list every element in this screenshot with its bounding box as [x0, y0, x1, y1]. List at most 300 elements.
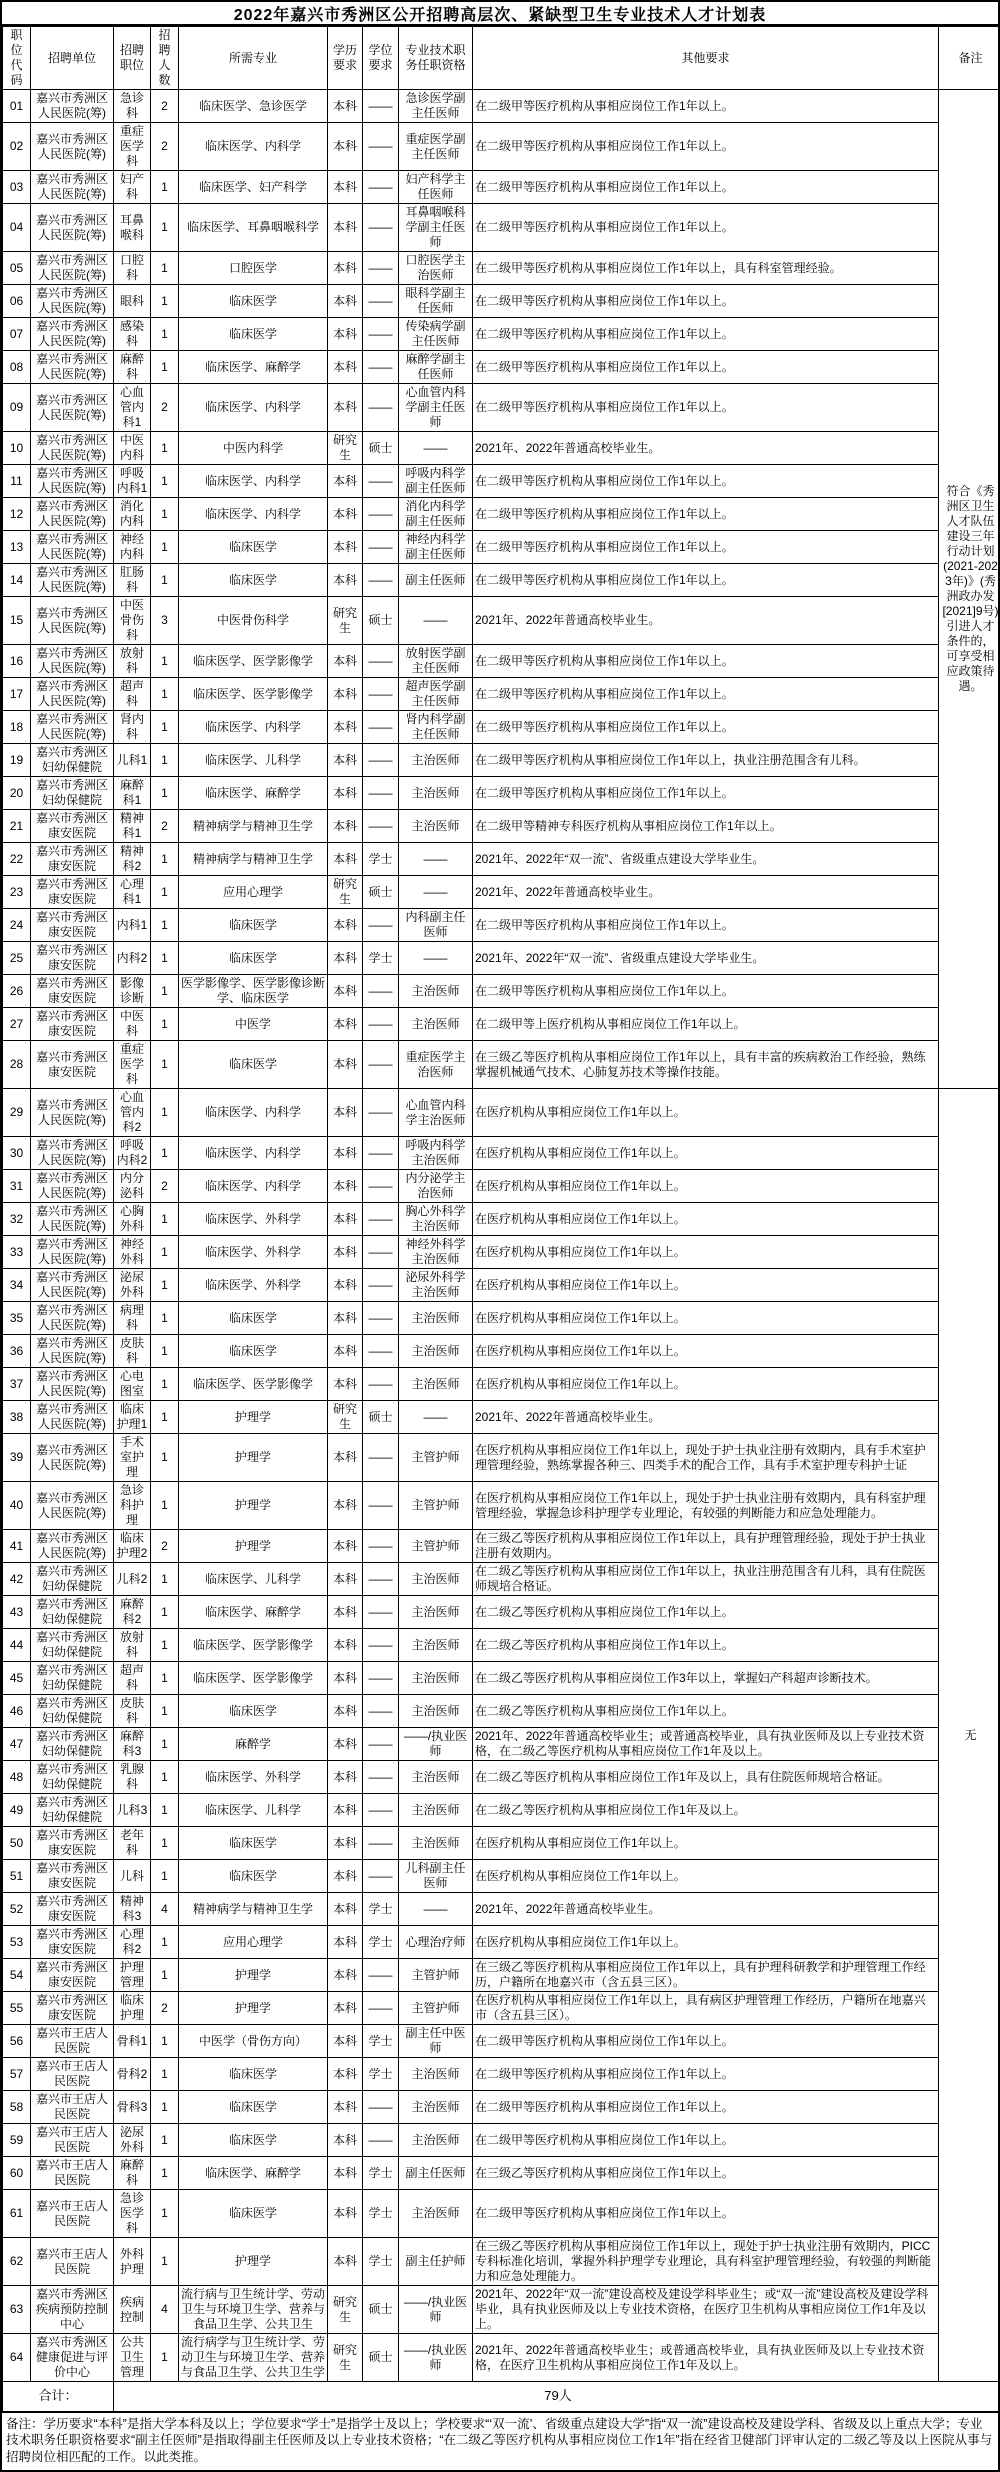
cell-count: 1 — [151, 942, 179, 975]
cell-edu: 本科 — [328, 1008, 363, 1041]
cell-degree: —— — [363, 2124, 399, 2157]
cell-position: 麻醉科 — [114, 2157, 151, 2190]
cell-unit: 嘉兴市王店人民医院 — [31, 2025, 114, 2058]
table-row — [3, 645, 1000, 678]
cell-code: 60 — [3, 2157, 31, 2190]
cell-qual: 泌尿外科学主治医师 — [399, 1269, 473, 1302]
cell-position: 老年科 — [114, 1827, 151, 1860]
table-row — [3, 1596, 1000, 1629]
cell-other: 在二级甲等上医疗机构从事相应岗位工作1年以上。 — [473, 1008, 939, 1041]
cell-qual: 主治医师 — [399, 2190, 473, 2238]
cell-degree: 学士 — [363, 2025, 399, 2058]
cell-position: 泌尿外科 — [114, 1269, 151, 1302]
cell-count: 1 — [151, 1860, 179, 1893]
cell-degree: —— — [363, 564, 399, 597]
table-row — [3, 744, 1000, 777]
cell-code: 09 — [3, 384, 31, 432]
table-row — [3, 498, 1000, 531]
cell-degree: —— — [363, 1827, 399, 1860]
cell-other: 在二级甲等医疗机构从事相应岗位工作1年以上。 — [473, 777, 939, 810]
cell-unit: 嘉兴市秀洲区人民医院(筹) — [31, 351, 114, 384]
cell-position: 感染科 — [114, 318, 151, 351]
cell-unit: 嘉兴市秀洲区人民医院(筹) — [31, 1236, 114, 1269]
cell-qual: 主治医师 — [399, 1827, 473, 1860]
cell-major: 应用心理学 — [179, 1926, 328, 1959]
cell-qual: 主管护师 — [399, 1992, 473, 2025]
cell-count: 1 — [151, 1041, 179, 1089]
cell-degree: —— — [363, 1137, 399, 1170]
cell-degree: —— — [363, 1992, 399, 2025]
cell-edu: 本科 — [328, 171, 363, 204]
cell-unit: 嘉兴市王店人民医院 — [31, 2157, 114, 2190]
cell-position: 妇产科 — [114, 171, 151, 204]
cell-unit: 嘉兴市秀洲区人民医院(筹) — [31, 171, 114, 204]
cell-qual: 妇产科学主任医师 — [399, 171, 473, 204]
cell-count: 1 — [151, 678, 179, 711]
cell-edu: 本科 — [328, 711, 363, 744]
cell-qual: 主治医师 — [399, 1335, 473, 1368]
cell-code: 51 — [3, 1860, 31, 1893]
cell-count: 1 — [151, 318, 179, 351]
cell-other: 在三级乙等医疗机构从事相应岗位工作1年以上，具有丰富的疾病救治工作经验，熟练掌握机械通气技术、心肺复苏技术等操作技能。 — [473, 1041, 939, 1089]
table-row — [3, 942, 1000, 975]
cell-edu: 本科 — [328, 1992, 363, 2025]
cell-other: 在二级甲等医疗机构从事相应岗位工作1年以上。 — [473, 2124, 939, 2157]
cell-edu: 本科 — [328, 498, 363, 531]
cell-code: 36 — [3, 1335, 31, 1368]
cell-code: 38 — [3, 1401, 31, 1434]
cell-unit: 嘉兴市秀洲区康安医院 — [31, 909, 114, 942]
cell-major: 精神病学与精神卫生学 — [179, 1893, 328, 1926]
cell-degree: 硕士 — [363, 1401, 399, 1434]
cell-other: 在医疗机构从事相应岗位工作1年以上。 — [473, 1926, 939, 1959]
cell-major: 临床医学 — [179, 1695, 328, 1728]
cell-other: 在二级甲等医疗机构从事相应岗位工作1年以上，具有科室管理经验。 — [473, 252, 939, 285]
cell-degree: —— — [363, 1482, 399, 1530]
cell-count: 1 — [151, 531, 179, 564]
cell-edu: 本科 — [328, 1434, 363, 1482]
cell-degree: —— — [363, 645, 399, 678]
cell-degree: —— — [363, 1794, 399, 1827]
column-header: 招聘职位 — [114, 27, 151, 90]
cell-edu: 本科 — [328, 942, 363, 975]
table-row — [3, 2025, 1000, 2058]
cell-position: 精神科3 — [114, 1893, 151, 1926]
cell-position: 心理科2 — [114, 1926, 151, 1959]
cell-remark: 符合《秀洲区卫生人才队伍建设三年行动计划(2021-2023年)》(秀洲政办发[2021]9号)引进人才条件的，可享受相应政策待遇。 — [939, 90, 1000, 1089]
cell-count: 1 — [151, 645, 179, 678]
cell-code: 14 — [3, 564, 31, 597]
cell-qual: 主治医师 — [399, 2124, 473, 2157]
cell-code: 61 — [3, 2190, 31, 2238]
cell-other: 在二级乙等医疗机构从事相应岗位工作1年及以上，具有住院医师规培合格证。 — [473, 1761, 939, 1794]
cell-degree: —— — [363, 531, 399, 564]
cell-other: 在二级甲等医疗机构从事相应岗位工作1年以上。 — [473, 564, 939, 597]
cell-count: 2 — [151, 1992, 179, 2025]
cell-code: 47 — [3, 1728, 31, 1761]
cell-edu: 本科 — [328, 2025, 363, 2058]
cell-unit: 嘉兴市秀洲区妇幼保健院 — [31, 1761, 114, 1794]
cell-code: 56 — [3, 2025, 31, 2058]
cell-unit: 嘉兴市秀洲区人民医院(筹) — [31, 432, 114, 465]
cell-unit: 嘉兴市秀洲区康安医院 — [31, 1992, 114, 2025]
cell-remark: 无 — [939, 1089, 1000, 2382]
cell-qual: 神经内科学副主任医师 — [399, 531, 473, 564]
cell-qual: 内科副主任医师 — [399, 909, 473, 942]
table-row — [3, 1926, 1000, 1959]
cell-other: 在二级甲等医疗机构从事相应岗位工作1年以上。 — [473, 2058, 939, 2091]
cell-code: 62 — [3, 2238, 31, 2286]
cell-count: 1 — [151, 432, 179, 465]
cell-unit: 嘉兴市秀洲区康安医院 — [31, 1959, 114, 1992]
cell-position: 呼吸内科1 — [114, 465, 151, 498]
cell-degree: —— — [363, 1728, 399, 1761]
cell-edu: 本科 — [328, 384, 363, 432]
cell-edu: 本科 — [328, 678, 363, 711]
cell-other: 在医疗机构从事相应岗位工作1年以上。 — [473, 1170, 939, 1203]
cell-other: 在三级乙等医疗机构从事相应岗位工作1年以上，具有护理科研教学和护理管理工作经历，户籍所在地嘉兴市（含五县三区）。 — [473, 1959, 939, 1992]
cell-count: 1 — [151, 204, 179, 252]
cell-position: 皮肤科 — [114, 1335, 151, 1368]
table-row — [3, 1302, 1000, 1335]
table-row — [3, 2157, 1000, 2190]
cell-qual: ——/执业医师 — [399, 1728, 473, 1761]
cell-edu: 本科 — [328, 645, 363, 678]
cell-count: 1 — [151, 2025, 179, 2058]
cell-major: 临床医学、儿科学 — [179, 1794, 328, 1827]
cell-unit: 嘉兴市秀洲区人民医院(筹) — [31, 678, 114, 711]
cell-code: 22 — [3, 843, 31, 876]
cell-qual: 副主任中医师 — [399, 2025, 473, 2058]
cell-qual: 副主任护师 — [399, 2238, 473, 2286]
cell-code: 40 — [3, 1482, 31, 1530]
cell-count: 1 — [151, 498, 179, 531]
table-row — [3, 1401, 1000, 1434]
table-row — [3, 1041, 1000, 1089]
cell-major: 临床医学 — [179, 1827, 328, 1860]
cell-count: 1 — [151, 1794, 179, 1827]
column-header: 所需专业 — [179, 27, 328, 90]
cell-position: 心理科1 — [114, 876, 151, 909]
cell-count: 1 — [151, 2238, 179, 2286]
cell-degree: 硕士 — [363, 2286, 399, 2334]
cell-count: 2 — [151, 810, 179, 843]
cell-unit: 嘉兴市秀洲区人民医院(筹) — [31, 1170, 114, 1203]
cell-position: 麻醉科 — [114, 351, 151, 384]
table-row — [3, 1236, 1000, 1269]
cell-degree: —— — [363, 1269, 399, 1302]
cell-unit: 嘉兴市秀洲区妇幼保健院 — [31, 777, 114, 810]
cell-code: 37 — [3, 1368, 31, 1401]
cell-position: 内科2 — [114, 942, 151, 975]
cell-count: 2 — [151, 1530, 179, 1563]
cell-edu: 本科 — [328, 1089, 363, 1137]
cell-unit: 嘉兴市秀洲区人民医院(筹) — [31, 1089, 114, 1137]
cell-count: 1 — [151, 1662, 179, 1695]
cell-unit: 嘉兴市秀洲区人民医院(筹) — [31, 1368, 114, 1401]
cell-degree: 学士 — [363, 2157, 399, 2190]
cell-unit: 嘉兴市秀洲区人民医院(筹) — [31, 90, 114, 123]
cell-count: 1 — [151, 1761, 179, 1794]
cell-major: 中医骨伤科学 — [179, 597, 328, 645]
cell-degree: —— — [363, 1302, 399, 1335]
cell-unit: 嘉兴市秀洲区妇幼保健院 — [31, 1695, 114, 1728]
table-row — [3, 2334, 1000, 2382]
cell-position: 内科1 — [114, 909, 151, 942]
cell-qual: 主治医师 — [399, 1662, 473, 1695]
cell-major: 护理学 — [179, 1959, 328, 1992]
cell-code: 19 — [3, 744, 31, 777]
cell-edu: 本科 — [328, 1482, 363, 1530]
cell-major: 临床医学、儿科学 — [179, 1563, 328, 1596]
cell-unit: 嘉兴市秀洲区康安医院 — [31, 810, 114, 843]
cell-edu: 本科 — [328, 1860, 363, 1893]
cell-position: 超声科 — [114, 678, 151, 711]
cell-unit: 嘉兴市秀洲区妇幼保健院 — [31, 1629, 114, 1662]
cell-other: 在二级甲等医疗机构从事相应岗位工作1年以上。 — [473, 90, 939, 123]
cell-major: 临床医学、医学影像学 — [179, 1629, 328, 1662]
cell-other: 在二级甲等医疗机构从事相应岗位工作1年以上。 — [473, 975, 939, 1008]
cell-qual: 主管护师 — [399, 1959, 473, 1992]
cell-count: 1 — [151, 909, 179, 942]
cell-code: 45 — [3, 1662, 31, 1695]
cell-code: 17 — [3, 678, 31, 711]
cell-major: 临床医学、内科学 — [179, 123, 328, 171]
cell-position: 心血管内科2 — [114, 1089, 151, 1137]
cell-unit: 嘉兴市秀洲区人民医院(筹) — [31, 711, 114, 744]
table-row — [3, 2058, 1000, 2091]
cell-count: 1 — [151, 711, 179, 744]
table-row — [3, 876, 1000, 909]
cell-count: 1 — [151, 2091, 179, 2124]
cell-count: 1 — [151, 2157, 179, 2190]
cell-unit: 嘉兴市秀洲区人民医院(筹) — [31, 597, 114, 645]
cell-position: 中医骨伤科 — [114, 597, 151, 645]
cell-edu: 本科 — [328, 1827, 363, 1860]
cell-count: 1 — [151, 2058, 179, 2091]
cell-code: 64 — [3, 2334, 31, 2382]
cell-count: 1 — [151, 1629, 179, 1662]
table-row — [3, 2238, 1000, 2286]
cell-other: 在二级甲等医疗机构从事相应岗位工作1年以上，执业注册范围含有儿科。 — [473, 744, 939, 777]
cell-position: 心电图室 — [114, 1368, 151, 1401]
cell-position: 病理科 — [114, 1302, 151, 1335]
cell-position: 泌尿外科 — [114, 2124, 151, 2157]
cell-major: 护理学 — [179, 1992, 328, 2025]
cell-code: 05 — [3, 252, 31, 285]
cell-major: 临床医学 — [179, 531, 328, 564]
cell-major: 临床医学 — [179, 564, 328, 597]
cell-other: 2021年、2022年“双一流”、省级重点建设大学毕业生。 — [473, 843, 939, 876]
cell-major: 临床医学、外科学 — [179, 1236, 328, 1269]
cell-degree: —— — [363, 744, 399, 777]
cell-code: 23 — [3, 876, 31, 909]
table-row — [3, 1761, 1000, 1794]
cell-major: 临床医学、医学影像学 — [179, 1662, 328, 1695]
cell-unit: 嘉兴市秀洲区康安医院 — [31, 1008, 114, 1041]
cell-position: 儿科 — [114, 1860, 151, 1893]
cell-count: 1 — [151, 1959, 179, 1992]
cell-unit: 嘉兴市秀洲区妇幼保健院 — [31, 1662, 114, 1695]
cell-qual: 心血管内科学主治医师 — [399, 1089, 473, 1137]
cell-unit: 嘉兴市秀洲区疾病预防控制中心 — [31, 2286, 114, 2334]
table-row — [3, 1695, 1000, 1728]
cell-edu: 研究生 — [328, 1401, 363, 1434]
page-title: 2022年嘉兴市秀洲区公开招聘高层次、紧缺型卫生专业技术人才计划表 — [2, 2, 998, 26]
cell-unit: 嘉兴市秀洲区康安医院 — [31, 843, 114, 876]
cell-count: 1 — [151, 1926, 179, 1959]
cell-other: 在二级甲等精神专科医疗机构从事相应岗位工作1年以上。 — [473, 810, 939, 843]
cell-position: 影像诊断 — [114, 975, 151, 1008]
cell-count: 1 — [151, 1008, 179, 1041]
cell-position: 手术室护理 — [114, 1434, 151, 1482]
table-row — [3, 564, 1000, 597]
cell-edu: 本科 — [328, 1596, 363, 1629]
cell-major: 临床医学 — [179, 2190, 328, 2238]
cell-count: 1 — [151, 777, 179, 810]
cell-qual: 消化内科学副主任医师 — [399, 498, 473, 531]
cell-edu: 研究生 — [328, 2334, 363, 2382]
cell-unit: 嘉兴市秀洲区康安医院 — [31, 1041, 114, 1089]
table-row — [3, 384, 1000, 432]
cell-degree: 学士 — [363, 1926, 399, 1959]
cell-count: 1 — [151, 1563, 179, 1596]
cell-major: 麻醉学 — [179, 1728, 328, 1761]
table-row — [3, 432, 1000, 465]
cell-code: 11 — [3, 465, 31, 498]
cell-count: 1 — [151, 2124, 179, 2157]
cell-unit: 嘉兴市秀洲区人民医院(筹) — [31, 1203, 114, 1236]
table-row — [3, 351, 1000, 384]
cell-count: 2 — [151, 384, 179, 432]
cell-qual: 主治医师 — [399, 1695, 473, 1728]
cell-qual: 麻醉学副主任医师 — [399, 351, 473, 384]
cell-major: 临床医学 — [179, 909, 328, 942]
cell-other: 2021年、2022年普通高校毕业生。 — [473, 1401, 939, 1434]
cell-major: 护理学 — [179, 1401, 328, 1434]
cell-other: 在二级甲等医疗机构从事相应岗位工作1年以上。 — [473, 2025, 939, 2058]
cell-major: 临床医学、妇产科学 — [179, 171, 328, 204]
cell-qual: 重症医学副主任医师 — [399, 123, 473, 171]
cell-other: 2021年、2022年“双一流”建设高校及建设学科毕业生；或“双一流”建设高校及建设学科毕业，具有执业医师及以上专业技术资格，在医疗卫生机构从事相应岗位工作1年及以上。 — [473, 2286, 939, 2334]
cell-qual: 呼吸内科学主治医师 — [399, 1137, 473, 1170]
cell-count: 1 — [151, 975, 179, 1008]
cell-other: 2021年、2022年普通高校毕业生。 — [473, 432, 939, 465]
cell-degree: —— — [363, 1368, 399, 1401]
table-row — [3, 1992, 1000, 2025]
cell-degree: —— — [363, 1089, 399, 1137]
cell-code: 35 — [3, 1302, 31, 1335]
cell-major: 临床医学、内科学 — [179, 384, 328, 432]
table-row — [3, 1860, 1000, 1893]
cell-position: 骨科2 — [114, 2058, 151, 2091]
cell-edu: 本科 — [328, 531, 363, 564]
cell-edu: 本科 — [328, 204, 363, 252]
cell-count: 1 — [151, 1401, 179, 1434]
cell-degree: —— — [363, 171, 399, 204]
cell-degree: 学士 — [363, 843, 399, 876]
cell-code: 49 — [3, 1794, 31, 1827]
cell-code: 28 — [3, 1041, 31, 1089]
cell-code: 10 — [3, 432, 31, 465]
cell-unit: 嘉兴市王店人民医院 — [31, 2124, 114, 2157]
cell-major: 临床医学、外科学 — [179, 1203, 328, 1236]
cell-other: 2021年、2022年普通高校毕业生。 — [473, 597, 939, 645]
cell-degree: 学士 — [363, 2058, 399, 2091]
cell-qual: 副主任医师 — [399, 2157, 473, 2190]
cell-other: 在二级甲等医疗机构从事相应岗位工作1年以上。 — [473, 123, 939, 171]
cell-unit: 嘉兴市秀洲区康安医院 — [31, 876, 114, 909]
cell-edu: 本科 — [328, 1236, 363, 1269]
table-row — [3, 843, 1000, 876]
cell-count: 1 — [151, 351, 179, 384]
cell-position: 外科护理 — [114, 2238, 151, 2286]
table-row — [3, 204, 1000, 252]
cell-degree: 学士 — [363, 2238, 399, 2286]
cell-qual: 传染病学副主任医师 — [399, 318, 473, 351]
table-row — [3, 2286, 1000, 2334]
cell-count: 3 — [151, 597, 179, 645]
cell-major: 临床医学、内科学 — [179, 465, 328, 498]
total-label: 合计： — [3, 2382, 114, 2412]
cell-code: 18 — [3, 711, 31, 744]
table-row — [3, 1368, 1000, 1401]
cell-major: 临床医学、内科学 — [179, 498, 328, 531]
cell-major: 流行病与卫生统计学、劳动卫生与环境卫生学、营养与食品卫生学、公共卫生 — [179, 2286, 328, 2334]
cell-qual: 口腔医学主治医师 — [399, 252, 473, 285]
cell-qual: —— — [399, 876, 473, 909]
cell-major: 临床医学、麻醉学 — [179, 777, 328, 810]
cell-position: 耳鼻喉科 — [114, 204, 151, 252]
cell-major: 临床医学 — [179, 1335, 328, 1368]
cell-code: 04 — [3, 204, 31, 252]
cell-edu: 本科 — [328, 909, 363, 942]
cell-other: 2021年、2022年普通高校毕业生。 — [473, 1893, 939, 1926]
cell-major: 护理学 — [179, 2238, 328, 2286]
cell-major: 临床医学、儿科学 — [179, 744, 328, 777]
cell-degree: —— — [363, 2091, 399, 2124]
cell-code: 50 — [3, 1827, 31, 1860]
cell-major: 临床医学、内科学 — [179, 1137, 328, 1170]
cell-degree: 硕士 — [363, 597, 399, 645]
cell-position: 呼吸内科2 — [114, 1137, 151, 1170]
cell-code: 13 — [3, 531, 31, 564]
table-row — [3, 1827, 1000, 1860]
cell-major: 护理学 — [179, 1482, 328, 1530]
cell-other: 在二级甲等医疗机构从事相应岗位工作1年以上。 — [473, 2190, 939, 2238]
cell-count: 4 — [151, 2286, 179, 2334]
cell-unit: 嘉兴市秀洲区人民医院(筹) — [31, 318, 114, 351]
cell-degree: —— — [363, 810, 399, 843]
cell-unit: 嘉兴市秀洲区康安医院 — [31, 1860, 114, 1893]
cell-edu: 本科 — [328, 1662, 363, 1695]
column-header: 其他要求 — [473, 27, 939, 90]
cell-qual: 主治医师 — [399, 1761, 473, 1794]
cell-qual: 主治医师 — [399, 1008, 473, 1041]
cell-position: 乳腺科 — [114, 1761, 151, 1794]
cell-major: 临床医学、外科学 — [179, 1761, 328, 1794]
cell-unit: 嘉兴市秀洲区康安医院 — [31, 942, 114, 975]
cell-unit: 嘉兴市秀洲区人民医院(筹) — [31, 645, 114, 678]
cell-code: 53 — [3, 1926, 31, 1959]
cell-count: 1 — [151, 1089, 179, 1137]
cell-position: 麻醉科1 — [114, 777, 151, 810]
cell-degree: —— — [363, 1236, 399, 1269]
cell-unit: 嘉兴市秀洲区人民医院(筹) — [31, 1434, 114, 1482]
cell-other: 在二级甲等医疗机构从事相应岗位工作1年以上。 — [473, 711, 939, 744]
cell-count: 1 — [151, 1596, 179, 1629]
cell-degree: —— — [363, 384, 399, 432]
